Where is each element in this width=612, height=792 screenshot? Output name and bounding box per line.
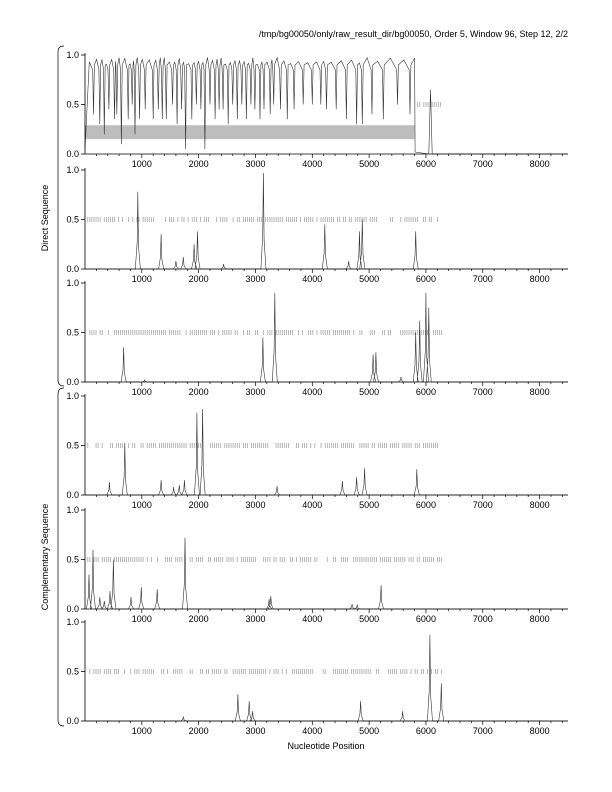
y-tick-label: 1.0 xyxy=(66,278,79,288)
panel-5 xyxy=(66,505,568,624)
y-tick-label: 0.0 xyxy=(66,490,79,500)
x-tick-label: 7000 xyxy=(472,614,493,624)
highlight-band xyxy=(85,125,415,139)
x-tick-label: 2000 xyxy=(188,274,209,284)
x-tick-label: 8000 xyxy=(529,159,550,169)
y-tick-label: 0.5 xyxy=(66,327,79,338)
x-tick-label: 8000 xyxy=(529,614,550,624)
x-tick-label: 8000 xyxy=(529,274,550,284)
x-tick-label: 5000 xyxy=(359,726,380,736)
x-tick-label: 1000 xyxy=(131,274,152,284)
x-tick-label: 8000 xyxy=(529,387,550,397)
x-tick-label: 1000 xyxy=(131,726,152,736)
x-tick-label: 7000 xyxy=(472,387,493,397)
y-tick-label: 0.0 xyxy=(66,264,79,274)
panel-2 xyxy=(66,165,568,284)
series-line xyxy=(85,538,568,609)
y-tick-label: 1.0 xyxy=(66,505,79,515)
y-tick-label: 0.5 xyxy=(66,440,79,451)
x-tick-label: 7000 xyxy=(472,274,493,284)
y-tick-label: 0.5 xyxy=(66,214,79,225)
y-tick-label: 0.5 xyxy=(66,554,79,565)
chart-title: /tmp/bg00050/only/raw_result_dir/bg00050, Order 5, Window 96, Step 12, 2/2 xyxy=(258,29,568,39)
panel-1 xyxy=(66,50,568,169)
x-tick-label: 7000 xyxy=(472,726,493,736)
direct-sequence-label: Direct Sequence xyxy=(40,184,50,252)
x-tick-label: 5000 xyxy=(359,387,380,397)
x-tick-label: 2000 xyxy=(188,500,209,510)
series-line xyxy=(85,635,568,721)
x-tick-label: 2000 xyxy=(188,726,209,736)
series-line xyxy=(85,173,568,269)
complementary-sequence-label: Complementary Sequence xyxy=(40,503,50,611)
x-tick-label: 5000 xyxy=(359,274,380,284)
threshold-marks xyxy=(418,102,441,107)
y-tick-label: 1.0 xyxy=(66,165,79,175)
complementary-sequence-bracket xyxy=(58,388,64,726)
panel-6 xyxy=(66,617,568,736)
x-tick-label: 8000 xyxy=(529,726,550,736)
x-tick-label: 3000 xyxy=(245,726,266,736)
y-tick-label: 1.0 xyxy=(66,391,79,401)
panel-4 xyxy=(66,391,568,510)
x-tick-label: 3000 xyxy=(245,159,266,169)
x-tick-label: 1000 xyxy=(131,500,152,510)
threshold-marks xyxy=(90,330,442,335)
x-tick-label: 3000 xyxy=(245,387,266,397)
threshold-marks xyxy=(88,443,438,448)
x-tick-label: 6000 xyxy=(415,500,436,510)
y-tick-label: 1.0 xyxy=(66,617,79,627)
x-axis-label: Nucleotide Position xyxy=(287,741,365,751)
x-tick-label: 4000 xyxy=(302,159,323,169)
x-tick-label: 1000 xyxy=(131,614,152,624)
x-tick-label: 2000 xyxy=(188,159,209,169)
y-tick-label: 0.0 xyxy=(66,604,79,614)
x-tick-label: 2000 xyxy=(188,387,209,397)
x-tick-label: 4000 xyxy=(302,500,323,510)
x-tick-label: 4000 xyxy=(302,387,323,397)
direct-sequence-bracket xyxy=(58,46,64,386)
x-tick-label: 7000 xyxy=(472,500,493,510)
y-tick-label: 0.5 xyxy=(66,666,79,677)
x-tick-label: 4000 xyxy=(302,274,323,284)
x-tick-label: 6000 xyxy=(415,274,436,284)
x-tick-label: 1000 xyxy=(131,387,152,397)
x-tick-label: 6000 xyxy=(415,387,436,397)
x-tick-label: 6000 xyxy=(415,159,436,169)
series-line xyxy=(85,409,568,495)
x-tick-label: 4000 xyxy=(302,726,323,736)
x-tick-label: 6000 xyxy=(415,726,436,736)
x-tick-label: 3000 xyxy=(245,274,266,284)
x-tick-label: 1000 xyxy=(131,159,152,169)
x-tick-label: 5000 xyxy=(359,159,380,169)
panel-3 xyxy=(66,278,568,397)
series-line xyxy=(85,58,568,155)
threshold-marks xyxy=(90,669,442,674)
y-tick-label: 1.0 xyxy=(66,50,79,60)
series-line xyxy=(85,293,568,382)
x-tick-label: 8000 xyxy=(529,500,550,510)
y-tick-label: 0.0 xyxy=(66,149,79,159)
x-tick-label: 3000 xyxy=(245,614,266,624)
y-tick-label: 0.0 xyxy=(66,716,79,726)
x-tick-label: 3000 xyxy=(245,500,266,510)
x-tick-label: 7000 xyxy=(472,159,493,169)
x-tick-label: 5000 xyxy=(359,614,380,624)
plot-panels xyxy=(66,50,568,736)
x-tick-label: 4000 xyxy=(302,614,323,624)
threshold-marks xyxy=(88,557,442,562)
x-tick-label: 5000 xyxy=(359,500,380,510)
y-tick-label: 0.5 xyxy=(66,99,79,110)
x-tick-label: 2000 xyxy=(188,614,209,624)
y-tick-label: 0.0 xyxy=(66,377,79,387)
x-tick-label: 6000 xyxy=(415,614,436,624)
